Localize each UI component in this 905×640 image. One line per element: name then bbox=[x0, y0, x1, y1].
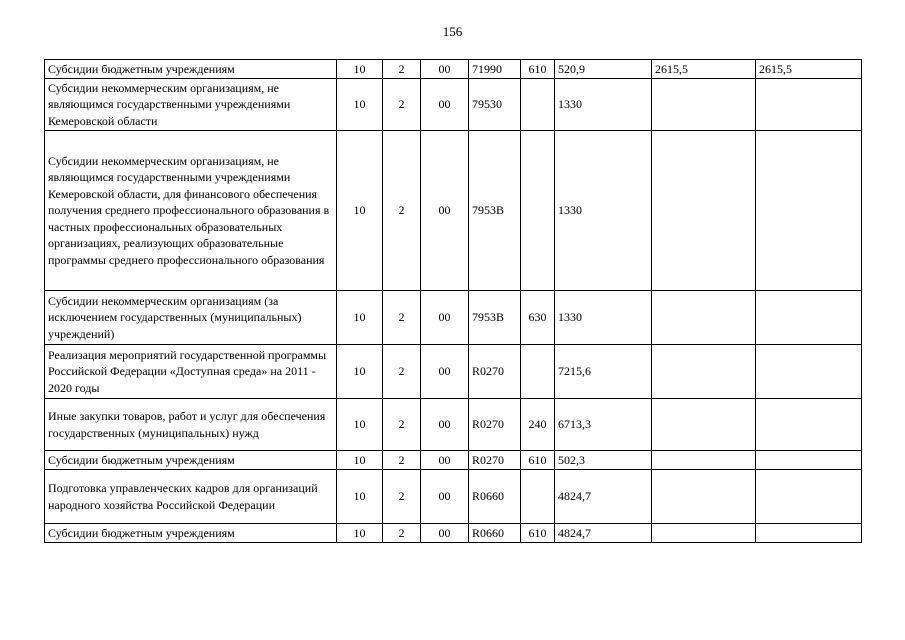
cell-amount-3 bbox=[756, 451, 862, 470]
cell-amount-1: 520,9 bbox=[555, 60, 652, 79]
cell-expense-type bbox=[521, 79, 555, 131]
cell-expense-type: 240 bbox=[521, 399, 555, 451]
cell-program: 00 bbox=[421, 291, 469, 345]
cell-subsection: 2 bbox=[383, 451, 421, 470]
table-body bbox=[45, 60, 862, 543]
cell-subsection: 2 bbox=[383, 399, 421, 451]
cell-target-article: R0270 bbox=[469, 451, 521, 470]
table-row bbox=[45, 451, 862, 470]
cell-amount-2 bbox=[652, 524, 756, 543]
cell-amount-2: 2615,5 bbox=[652, 60, 756, 79]
cell-program: 00 bbox=[421, 345, 469, 399]
cell-amount-1: 1330 bbox=[555, 79, 652, 131]
cell-amount-2 bbox=[652, 79, 756, 131]
cell-amount-2 bbox=[652, 291, 756, 345]
cell-amount-3 bbox=[756, 345, 862, 399]
cell-amount-3 bbox=[756, 470, 862, 524]
table-row bbox=[45, 399, 862, 451]
cell-amount-3 bbox=[756, 79, 862, 131]
cell-subsection: 2 bbox=[383, 291, 421, 345]
cell-subsection: 2 bbox=[383, 60, 421, 79]
page-number: 156 bbox=[442, 24, 463, 39]
cell-name: Субсидии бюджетным учреждениям bbox=[45, 60, 337, 79]
table-row bbox=[45, 131, 862, 291]
cell-section: 10 bbox=[337, 79, 383, 131]
cell-target-article: R0270 bbox=[469, 399, 521, 451]
cell-target-article: 7953В bbox=[469, 131, 521, 291]
cell-expense-type: 610 bbox=[521, 60, 555, 79]
cell-program: 00 bbox=[421, 470, 469, 524]
cell-expense-type: 610 bbox=[521, 524, 555, 543]
cell-amount-1: 502,3 bbox=[555, 451, 652, 470]
cell-subsection: 2 bbox=[383, 524, 421, 543]
cell-amount-1: 1330 bbox=[555, 131, 652, 291]
cell-name: Реализация мероприятий государственной программы Российской Федерации «Доступная среда» на 2011 - 2020 годы bbox=[45, 345, 337, 399]
cell-amount-1: 1330 bbox=[555, 291, 652, 345]
cell-target-article: R0660 bbox=[469, 524, 521, 543]
cell-target-article: 79530 bbox=[469, 79, 521, 131]
cell-expense-type bbox=[521, 345, 555, 399]
cell-section: 10 bbox=[337, 345, 383, 399]
cell-section: 10 bbox=[337, 399, 383, 451]
cell-amount-3 bbox=[756, 399, 862, 451]
cell-program: 00 bbox=[421, 60, 469, 79]
table-row bbox=[45, 470, 862, 524]
cell-name: Субсидии бюджетным учреждениям bbox=[45, 451, 337, 470]
cell-subsection: 2 bbox=[383, 131, 421, 291]
table-row bbox=[45, 345, 862, 399]
cell-target-article: R0660 bbox=[469, 470, 521, 524]
cell-amount-3 bbox=[756, 524, 862, 543]
cell-amount-3 bbox=[756, 131, 862, 291]
cell-program: 00 bbox=[421, 524, 469, 543]
table-row bbox=[45, 60, 862, 79]
cell-amount-3: 2615,5 bbox=[756, 60, 862, 79]
cell-section: 10 bbox=[337, 291, 383, 345]
cell-subsection: 2 bbox=[383, 470, 421, 524]
cell-expense-type bbox=[521, 470, 555, 524]
cell-name: Субсидии некоммерческим организациям, не являющимся государственными учреждениями Кемеровской области, для финансового обеспечения получения среднего профессионального образования в частных профессиональных образовательных организациях, реализующих образовательные программы среднего профессионального образования bbox=[45, 131, 337, 291]
cell-expense-type bbox=[521, 131, 555, 291]
budget-table bbox=[44, 59, 862, 543]
table-row bbox=[45, 524, 862, 543]
cell-amount-2 bbox=[652, 345, 756, 399]
cell-amount-3 bbox=[756, 291, 862, 345]
cell-target-article: R0270 bbox=[469, 345, 521, 399]
cell-program: 00 bbox=[421, 131, 469, 291]
cell-amount-2 bbox=[652, 399, 756, 451]
table-row bbox=[45, 291, 862, 345]
cell-amount-1: 7215,6 bbox=[555, 345, 652, 399]
cell-amount-1: 6713,3 bbox=[555, 399, 652, 451]
cell-expense-type: 630 bbox=[521, 291, 555, 345]
cell-amount-2 bbox=[652, 131, 756, 291]
cell-target-article: 7953В bbox=[469, 291, 521, 345]
cell-name: Подготовка управленческих кадров для организаций народного хозяйства Российской Федерации bbox=[45, 470, 337, 524]
cell-subsection: 2 bbox=[383, 345, 421, 399]
cell-name: Субсидии бюджетным учреждениям bbox=[45, 524, 337, 543]
cell-amount-2 bbox=[652, 470, 756, 524]
cell-amount-1: 4824,7 bbox=[555, 470, 652, 524]
cell-target-article: 71990 bbox=[469, 60, 521, 79]
cell-section: 10 bbox=[337, 524, 383, 543]
cell-amount-1: 4824,7 bbox=[555, 524, 652, 543]
cell-expense-type: 610 bbox=[521, 451, 555, 470]
table-row bbox=[45, 79, 862, 131]
cell-name: Субсидии некоммерческим организациям, не являющимся государственными учреждениями Кемеровской области bbox=[45, 79, 337, 131]
cell-section: 10 bbox=[337, 131, 383, 291]
cell-section: 10 bbox=[337, 60, 383, 79]
cell-section: 10 bbox=[337, 451, 383, 470]
cell-program: 00 bbox=[421, 451, 469, 470]
cell-program: 00 bbox=[421, 399, 469, 451]
cell-name: Иные закупки товаров, работ и услуг для обеспечения государственных (муниципальных) нужд bbox=[45, 399, 337, 451]
cell-amount-2 bbox=[652, 451, 756, 470]
cell-program: 00 bbox=[421, 79, 469, 131]
cell-section: 10 bbox=[337, 470, 383, 524]
cell-subsection: 2 bbox=[383, 79, 421, 131]
cell-name: Субсидии некоммерческим организациям (за исключением государственных (муниципальных) учреждений) bbox=[45, 291, 337, 345]
